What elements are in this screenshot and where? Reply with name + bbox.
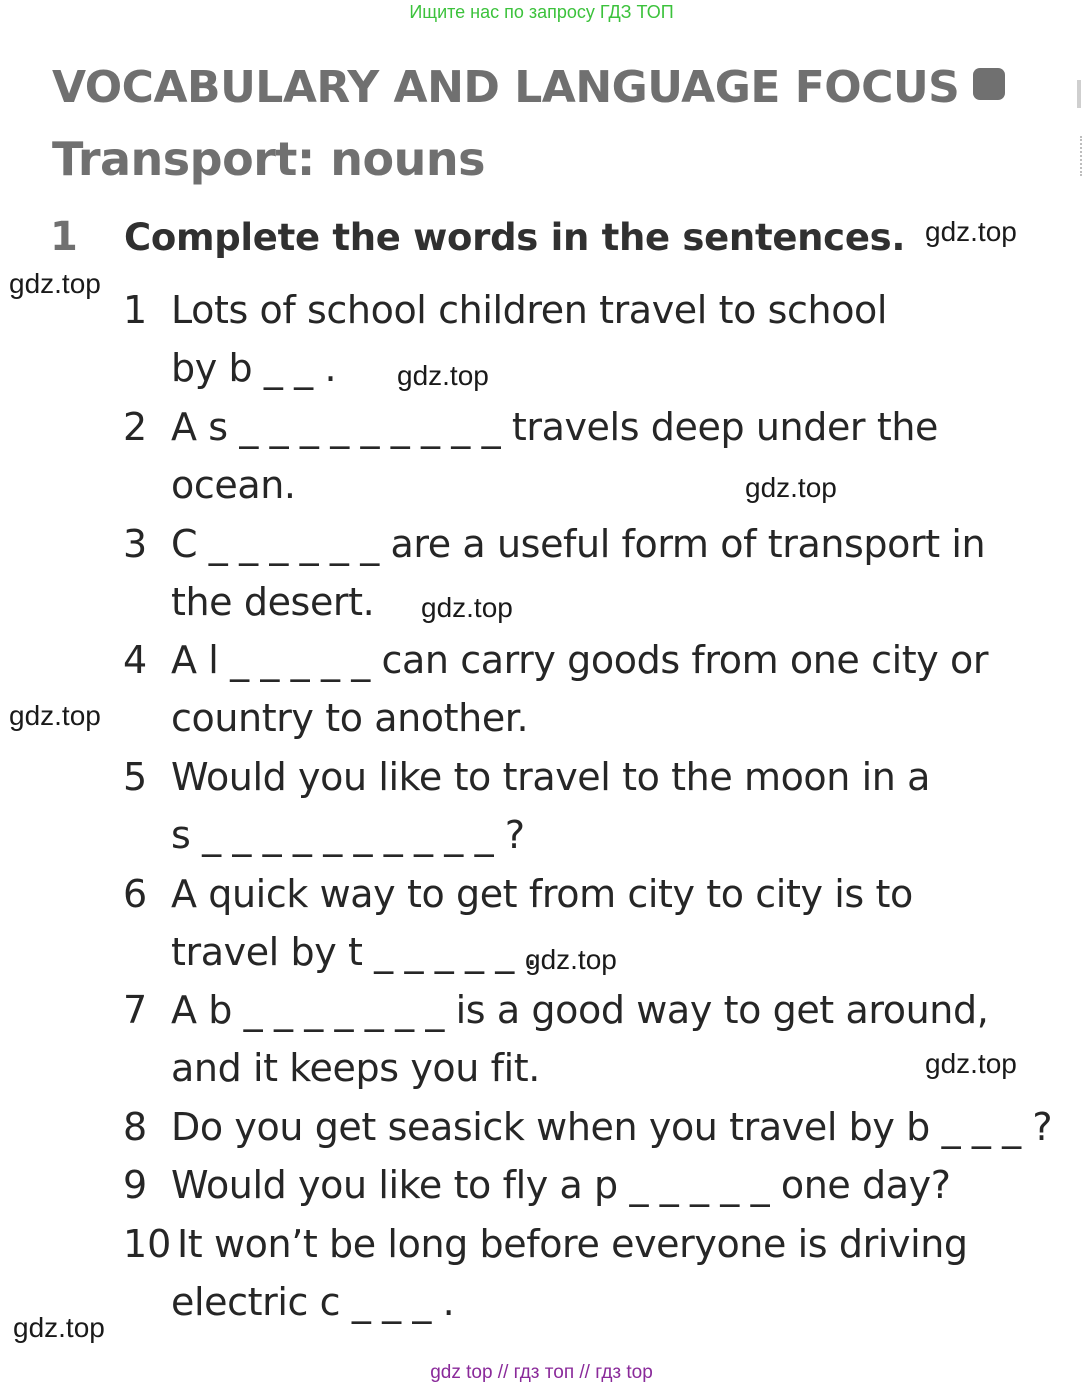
item-line: the desert. (171, 580, 375, 624)
watermark: gdz.top (13, 1312, 105, 1343)
item-number: 10 (123, 1222, 172, 1266)
item-line: A l _ _ _ _ _ can carry goods from one city or (171, 638, 989, 682)
item-number: 1 (123, 288, 148, 332)
item-number: 3 (123, 522, 148, 566)
item-line: by b _ _ . (171, 346, 337, 390)
item-line: country to another. (171, 696, 529, 740)
watermark: gdz.top (925, 216, 1017, 247)
exercise-number: 1 (50, 214, 78, 260)
footer-watermark: gdz top // гдз топ // гдз top (430, 1362, 653, 1383)
item-line: s _ _ _ _ _ _ _ _ _ _ ? (171, 813, 525, 857)
square-bullet-icon (973, 68, 1005, 100)
watermark: gdz.top (397, 360, 489, 391)
item-line: travel by t _ _ _ _ _ . (171, 930, 538, 974)
item-line: Lots of school children travel to school (171, 288, 888, 332)
watermark: gdz.top (525, 944, 617, 975)
item-line: electric c _ _ _ . (171, 1280, 455, 1324)
item-line: A b _ _ _ _ _ _ _ is a good way to get around, (171, 988, 989, 1032)
watermark: gdz.top (421, 592, 513, 623)
watermark: gdz.top (9, 700, 101, 731)
page-edge-mark (1077, 80, 1081, 108)
item-line: Do you get seasick when you travel by b _ _ _ ? (171, 1105, 1053, 1149)
item-number: 8 (123, 1105, 148, 1149)
item-line: ocean. (171, 463, 296, 507)
search-banner: Ищите нас по запросу ГДЗ ТОП (409, 2, 674, 22)
item-number: 4 (123, 638, 148, 682)
item-number: 2 (123, 405, 148, 449)
item-number: 6 (123, 872, 148, 916)
item-line: and it keeps you fit. (171, 1046, 540, 1090)
watermark: gdz.top (9, 268, 101, 299)
section-subheading: Transport: nouns (52, 132, 486, 186)
watermark: gdz.top (925, 1048, 1017, 1079)
exercise-instruction: Complete the words in the sentences. (124, 216, 906, 259)
item-line: It won’t be long before everyone is driving (177, 1222, 968, 1266)
item-number: 7 (123, 988, 148, 1032)
item-number: 9 (123, 1163, 148, 1207)
item-line: Would you like to travel to the moon in a (171, 755, 931, 799)
item-line: Would you like to fly a p _ _ _ _ _ one day? (171, 1163, 951, 1207)
item-line: A quick way to get from city to city is to (171, 872, 913, 916)
watermark: gdz.top (745, 472, 837, 503)
item-line: C _ _ _ _ _ _ are a useful form of transport in (171, 522, 986, 566)
item-number: 5 (123, 755, 148, 799)
section-heading-text: VOCABULARY AND LANGUAGE FOCUS (52, 62, 960, 113)
item-line: A s _ _ _ _ _ _ _ _ _ travels deep under the (171, 405, 938, 449)
section-heading (52, 62, 1005, 113)
